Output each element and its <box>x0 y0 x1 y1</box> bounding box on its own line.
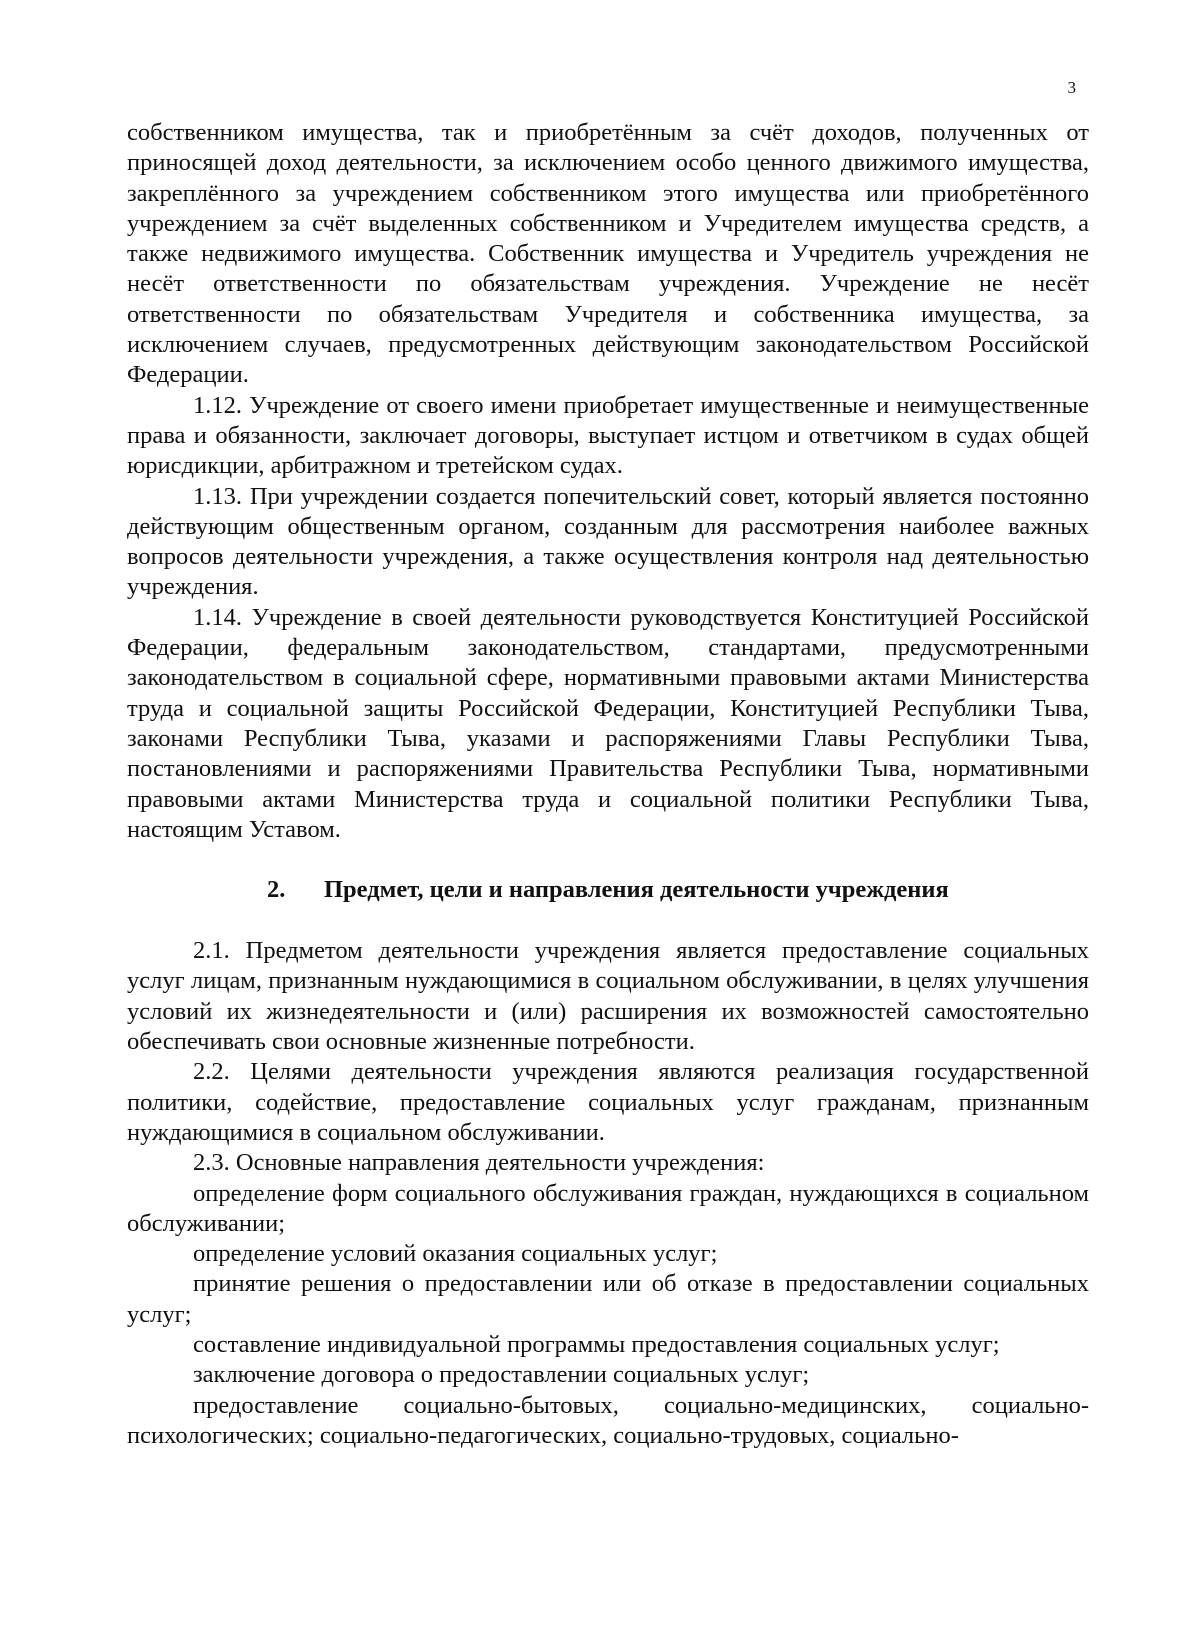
list-item: заключение договора о предоставлении социальных услуг; <box>193 1361 810 1389</box>
list-item: принятие решения о предоставлении или об отказе в предоставлении социальных услуг; <box>127 1270 1089 1328</box>
paragraph-2-1: 2.1. Предметом деятельности учреждения является предоставление социальных услуг лицам, признанным нуждающимися в социальном обслуживании, в целях улучшения условий их жизнедеятельности и (или) расширения их возможностей самостоятельно обеспечивать свои основные жизненные потребности. <box>127 937 1089 1056</box>
section-number: 2. <box>267 876 286 904</box>
paragraph-1-13: 1.13. При учреждении создается попечительский совет, который является постоянно действующим общественным органом, созданным для рассмотрения наиболее важных вопросов деятельности учреждения, а также осуществления контроля над деятельностью учреждения. <box>127 482 1089 601</box>
list-item: определение форм социального обслуживания граждан, нуждающихся в социальном обслуживании; <box>127 1179 1089 1237</box>
section-title: Предмет, цели и направления деятельности учреждения <box>324 876 949 904</box>
paragraph-2-2: 2.2. Целями деятельности учреждения являются реализация государственной политики, содействие, предоставление социальных услуг гражданам, признанным нуждающимися в социальном обслуживании. <box>127 1058 1089 1146</box>
paragraph-1-14: 1.14. Учреждение в своей деятельности руководствуется Конституцией Российской Федерации, федеральным законодательством, стандартами, предусмотренными законодательством в социальной сфере, нормативными правовыми актами Министерства труда и социальной защиты Российской Федерации, Конституцией Республики Тыва, законами Республики Тыва, указами и распоряжениями Главы Республики Тыва, постановлениями и распоряжениями Правительства Республики Тыва, нормативными правовыми актами Министерства труда и социальной политики Республики Тыва, настоящим Уставом. <box>127 603 1089 843</box>
list-item: определение условий оказания социальных услуг; <box>193 1240 718 1268</box>
section-heading <box>127 875 1089 905</box>
paragraph-1-12: 1.12. Учреждение от своего имени приобретает имущественные и неимущественные права и обязанности, заключает договоры, выступает истцом и ответчиком в судах общей юрисдикции, арбитражном и третейском судах. <box>127 391 1089 480</box>
paragraph-2-3: 2.3. Основные направления деятельности учреждения: <box>193 1149 765 1177</box>
list-item: составление индивидуальной программы предоставления социальных услуг; <box>193 1330 1000 1358</box>
paragraph-continuation: собственником имущества, так и приобретённым за счёт доходов, полученных от приносящей доход деятельности, за исключением особо ценного движимого имущества, закреплённого за учреждением собственником этого имущества или приобретённого учреждением за счёт выделенных собственником и Учредителем имущества средств, а также недвижимого имущества. Собственник имущества и Учредитель учреждения не несёт ответственности по обязательствам учреждения. Учреждение не несёт ответственности по обязательствам Учредителя и собственника имущества, за исключением случаев, предусмотренных действующим законодательством Российской Федерации. <box>127 119 1089 389</box>
list-item: предоставление социально-бытовых, социально-медицинских, социально-психологических; социально-педагогических, социально-трудовых, социально- <box>127 1391 1089 1449</box>
page-number: 3 <box>1067 78 1076 97</box>
